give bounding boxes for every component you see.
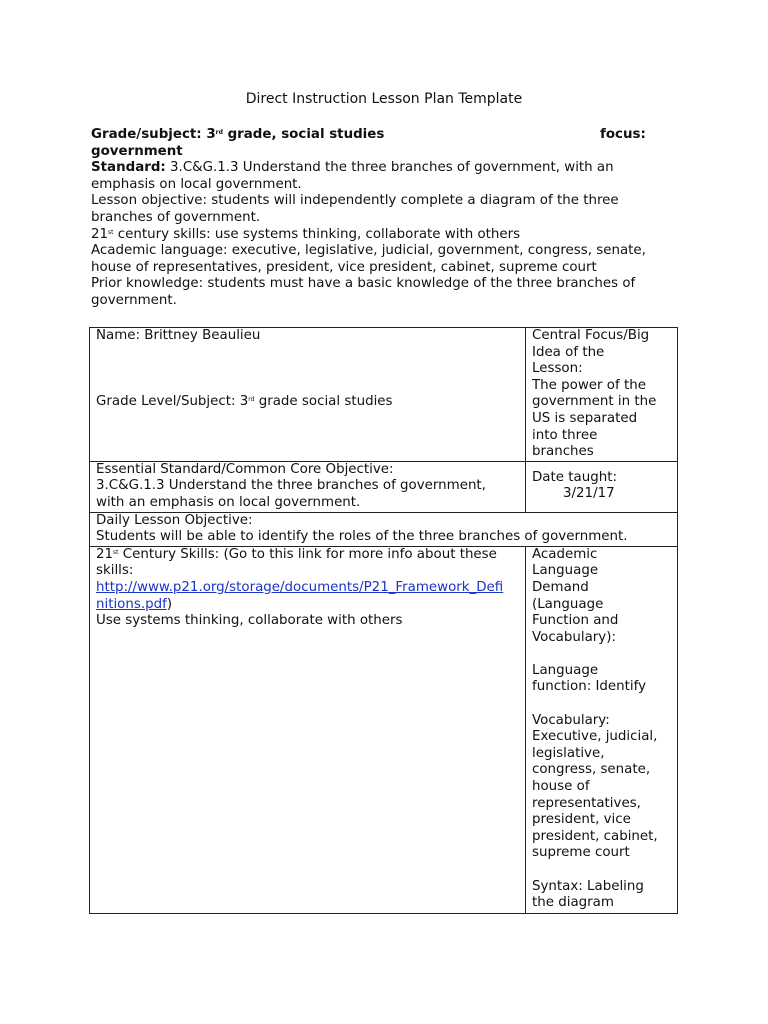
- grade-subject-line: [91, 127, 691, 144]
- grade-subject-label: Grade/subject:: [91, 127, 202, 142]
- vocabulary-line: president, vice: [532, 812, 631, 828]
- central-focus-line: government in the: [532, 394, 657, 410]
- focus-label: focus:: [600, 127, 646, 142]
- vocabulary-line: legislative,: [532, 745, 605, 761]
- central-focus-line: Lesson:: [532, 361, 583, 377]
- standard-value: 3.C&G.1.3 Understand the three branches of government, with an: [165, 160, 614, 176]
- prior-knowledge-cont: government.: [91, 292, 177, 308]
- vocabulary-line: supreme court: [532, 845, 630, 861]
- essential-standard-value-cont: with an emphasis on local government.: [96, 494, 361, 510]
- standard-value-cont: emphasis on local government.: [91, 176, 302, 192]
- prior-knowledge: Prior knowledge: students must have a basic knowledge of the three branches of: [91, 276, 636, 292]
- syntax-line: the diagram: [532, 895, 614, 911]
- syntax-line: Syntax: Labeling: [532, 878, 644, 894]
- standard-line: [91, 160, 691, 177]
- vocabulary-line: Executive, judicial,: [532, 729, 658, 745]
- essential-standard-cell: [90, 461, 526, 512]
- vocabulary-line: representatives,: [532, 795, 641, 811]
- page-title: Direct Instruction Lesson Plan Template: [245, 91, 523, 107]
- academic-demand-line: Demand: [532, 579, 589, 595]
- daily-objective-value: Students will be able to identify the roles of the three branches of government.: [96, 529, 628, 545]
- vocabulary-line: Vocabulary:: [532, 712, 610, 728]
- central-focus-line: Idea of the: [532, 344, 605, 360]
- essential-standard-label: Essential Standard/Common Core Objective:: [96, 461, 394, 477]
- vocabulary-line: house of: [532, 779, 590, 795]
- p21-link[interactable]: http://www.p21.org/storage/documents/P21_Framework_Defi: [96, 579, 504, 595]
- academic-language: Academic language: executive, legislative, judicial, government, congress, senate,: [91, 243, 646, 259]
- teacher-name: Name: Brittney Beaulieu: [96, 328, 261, 343]
- central-focus-line: Central Focus/Big: [532, 328, 650, 343]
- academic-demand-line: Vocabulary):: [532, 629, 616, 645]
- academic-demand-line: (Language: [532, 596, 604, 612]
- daily-objective-cell: [90, 512, 678, 546]
- p21-link-line: [96, 580, 525, 597]
- p21-link-cont[interactable]: nitions.pdf: [96, 596, 167, 612]
- academic-demand-line: Language: [532, 563, 599, 579]
- academic-demand-cell: [526, 546, 678, 913]
- vocabulary-line: congress, senate,: [532, 762, 651, 778]
- central-focus-line: into three: [532, 427, 598, 443]
- century-skills: 21st century skills: use systems thinking, collaborate with others: [91, 226, 521, 242]
- vocabulary-line: president, cabinet,: [532, 828, 658, 844]
- academic-demand-line: Academic: [532, 546, 598, 562]
- table-row: [90, 512, 678, 546]
- focus-value: government: [91, 143, 183, 159]
- standard-label: Standard:: [91, 160, 166, 176]
- language-function-line: Language: [532, 662, 599, 678]
- language-function-line: function: Identify: [532, 679, 647, 695]
- name-cell: [90, 328, 526, 462]
- date-taught-label: Date taught:: [532, 469, 617, 485]
- grade-subject-value: 3rd grade, social studies: [201, 127, 385, 142]
- date-taught-value: 3/21/17: [563, 486, 615, 502]
- century-skills-heading: 21st Century Skills: (Go to this link for more info about these: [96, 546, 497, 562]
- century-skills-heading-cont: skills:: [96, 563, 134, 579]
- academic-demand-line: Function and: [532, 613, 619, 629]
- central-focus-line: US is separated: [532, 410, 638, 426]
- p21-link-line-cont: nitions.pdf): [96, 596, 173, 612]
- central-focus-line: The power of the: [532, 377, 646, 393]
- grade-level-subject: Grade Level/Subject: 3rd grade social studies: [96, 394, 393, 410]
- lesson-header: [91, 127, 691, 310]
- table-row: [90, 461, 678, 512]
- essential-standard-value: 3.C&G.1.3 Understand the three branches of government,: [96, 478, 486, 494]
- academic-language-cont: house of representatives, president, vice president, cabinet, supreme court: [91, 259, 597, 275]
- century-skills-value: Use systems thinking, collaborate with others: [96, 613, 403, 629]
- central-focus-cell: [526, 328, 678, 462]
- table-row: [90, 328, 678, 462]
- lesson-objective-cont: branches of government.: [91, 209, 261, 225]
- table-row: [90, 546, 678, 913]
- central-focus-line: branches: [532, 444, 594, 460]
- lesson-objective: Lesson objective: students will independently complete a diagram of the three: [91, 193, 619, 209]
- date-taught-cell: [526, 461, 678, 512]
- daily-objective-label: Daily Lesson Objective:: [96, 512, 253, 528]
- century-skills-cell: [90, 546, 526, 913]
- lesson-plan-table: [89, 327, 678, 914]
